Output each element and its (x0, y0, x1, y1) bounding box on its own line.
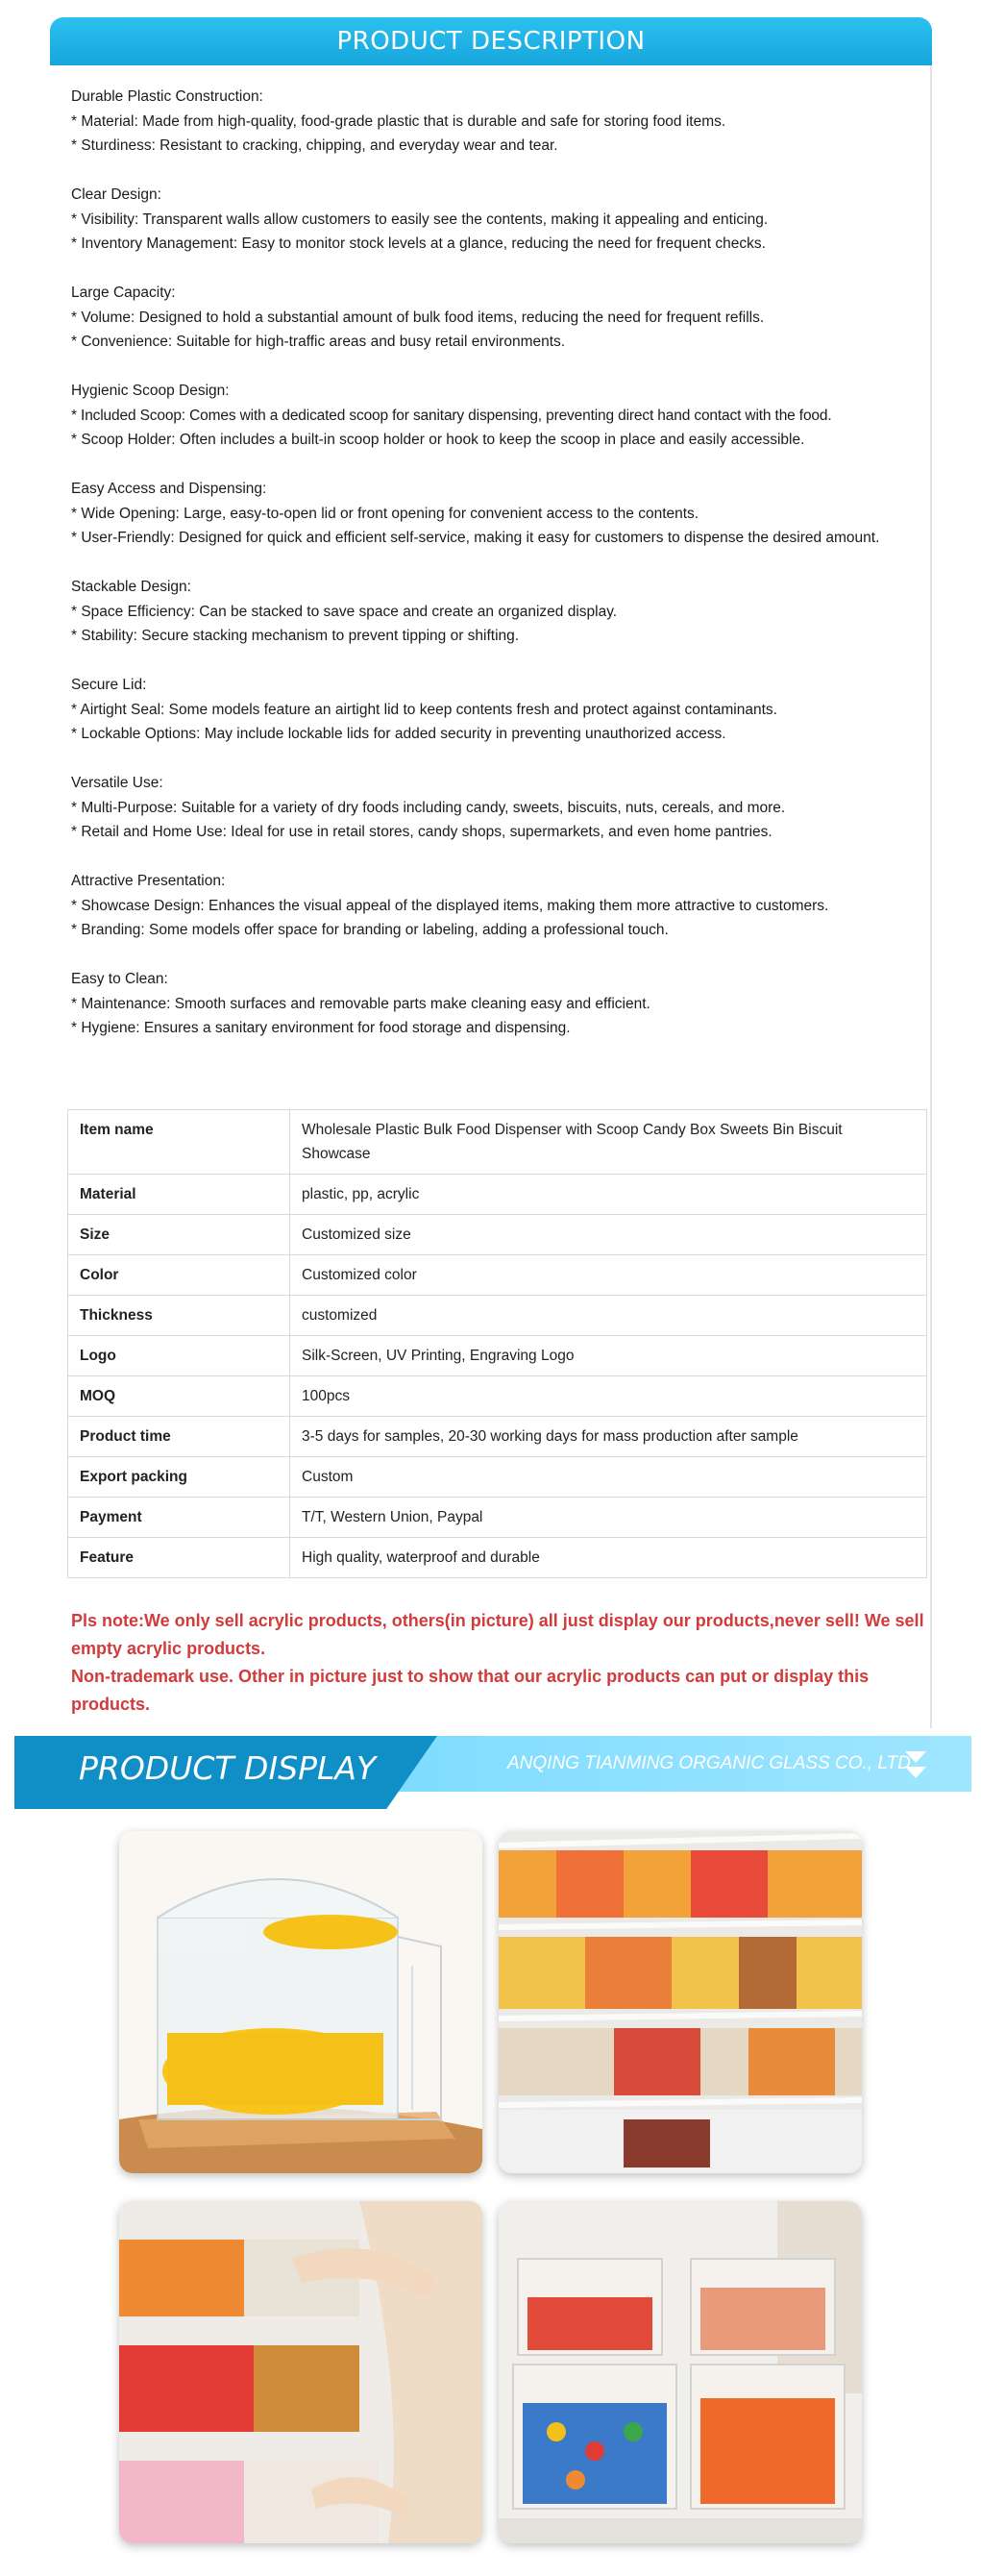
description-section (71, 379, 926, 453)
section-heading: Clear Design: (71, 186, 161, 203)
spec-key: Material (68, 1175, 290, 1215)
note-line: Non-trademark use. Other in picture just to show that our acrylic products can put or display this products. (71, 1667, 870, 1714)
spec-key: Logo (68, 1336, 290, 1376)
description-section (71, 575, 926, 649)
section-item: * Scoop Holder: Often includes a built-in scoop holder or hook to keep the scoop in place and easily accessible. (71, 432, 805, 448)
spec-key: Product time (68, 1417, 290, 1457)
spec-value: Wholesale Plastic Bulk Food Dispenser with Scoop Candy Box Sweets Bin Biscuit Showcase (290, 1110, 927, 1175)
spec-value: Customized color (290, 1255, 927, 1296)
description-section (71, 477, 926, 551)
spec-key: MOQ (68, 1376, 290, 1417)
spec-key: Size (68, 1215, 290, 1255)
table-row (68, 1215, 927, 1255)
section-item: * Lockable Options: May include lockable lids for added security in preventing unauthorized access. (71, 726, 726, 742)
section-heading: Stackable Design: (71, 579, 191, 595)
product-photo (119, 1831, 482, 2173)
section-item: * Inventory Management: Easy to monitor stock levels at a glance, reducing the need for frequent checks. (71, 235, 766, 252)
section-item: * Wide Opening: Large, easy-to-open lid or front opening for convenient access to the contents. (71, 505, 699, 522)
section-item: * Showcase Design: Enhances the visual appeal of the displayed items, making them more attractive to customers. (71, 897, 829, 914)
section-item: * Included Scoop: Comes with a dedicated scoop for sanitary dispensing, preventing direct hand contact with the food. (71, 407, 832, 424)
description-section (71, 183, 926, 257)
spec-key: Item name (68, 1110, 290, 1175)
description-section (71, 869, 926, 943)
section-item: * Volume: Designed to hold a substantial amount of bulk food items, reducing the need for frequent refills. (71, 309, 765, 326)
table-row (68, 1538, 927, 1578)
product-photo (119, 2201, 482, 2543)
spec-table (67, 1109, 927, 1578)
section-item: * Maintenance: Smooth surfaces and removable parts make cleaning easy and efficient. (71, 995, 650, 1012)
chevron-down-icon (905, 1767, 926, 1778)
description-body (71, 85, 926, 1065)
spec-value: High quality, waterproof and durable (290, 1538, 927, 1578)
description-section (71, 771, 926, 845)
section-heading: Durable Plastic Construction: (71, 88, 263, 105)
section-item: * Retail and Home Use: Ideal for use in retail stores, candy shops, supermarkets, and even home pantries. (71, 824, 773, 840)
section-heading: Easy to Clean: (71, 971, 168, 987)
table-row (68, 1110, 927, 1175)
chevron-down-icon (905, 1751, 926, 1763)
section-heading: Hygienic Scoop Design: (71, 383, 230, 399)
product-display-title: PRODUCT DISPLAY (79, 1749, 377, 1787)
table-row (68, 1336, 927, 1376)
section-item: * Airtight Seal: Some models feature an airtight lid to keep contents fresh and protect against contaminants. (71, 701, 777, 718)
section-item: * Multi-Purpose: Suitable for a variety of dry foods including candy, sweets, biscuits, nuts, cereals, and more. (71, 799, 786, 816)
spec-value: Silk-Screen, UV Printing, Engraving Logo (290, 1336, 927, 1376)
description-section (71, 673, 926, 747)
description-section (71, 281, 926, 355)
section-heading: Large Capacity: (71, 285, 176, 301)
spec-key: Export packing (68, 1457, 290, 1498)
product-description-banner: PRODUCT DESCRIPTION (50, 17, 932, 65)
section-item: * Visibility: Transparent walls allow customers to easily see the contents, making it appealing and enticing. (71, 211, 769, 228)
product-photo (499, 1831, 862, 2173)
section-heading: Attractive Presentation: (71, 873, 226, 889)
spec-value: Custom (290, 1457, 927, 1498)
description-section (71, 967, 926, 1041)
section-item: * Hygiene: Ensures a sanitary environment for food storage and dispensing. (71, 1020, 571, 1036)
section-heading: Versatile Use: (71, 775, 163, 791)
table-row (68, 1457, 927, 1498)
company-name: ANQING TIANMING ORGANIC GLASS CO., LTD. (507, 1753, 917, 1773)
spec-key: Feature (68, 1538, 290, 1578)
section-item: * Branding: Some models offer space for branding or labeling, adding a professional touch. (71, 922, 669, 938)
stacked-jars-image (499, 2201, 862, 2543)
table-row (68, 1498, 927, 1538)
spec-value: customized (290, 1296, 927, 1336)
spec-key: Color (68, 1255, 290, 1296)
table-row (68, 1376, 927, 1417)
section-item: * Sturdiness: Resistant to cracking, chipping, and everyday wear and tear. (71, 137, 558, 154)
description-section (71, 85, 926, 159)
spec-value: T/T, Western Union, Paypal (290, 1498, 927, 1538)
spec-value: 3-5 days for samples, 20-30 working days for mass production after sample (290, 1417, 927, 1457)
table-row (68, 1175, 927, 1215)
table-row (68, 1417, 927, 1457)
spec-value: 100pcs (290, 1376, 927, 1417)
section-heading: Secure Lid: (71, 677, 147, 693)
note-line: Pls note:We only sell acrylic products, others(in picture) all just display our products,never sell! We sell empty acrylic products. (71, 1611, 924, 1658)
spec-value: Customized size (290, 1215, 927, 1255)
section-item: * Space Efficiency: Can be stacked to save space and create an organized display. (71, 603, 618, 620)
section-heading: Easy Access and Dispensing: (71, 481, 267, 497)
scooping-image (119, 2201, 482, 2543)
spec-key: Payment (68, 1498, 290, 1538)
rows-dispensers-image (499, 1831, 862, 2173)
single-dispenser-image (119, 1831, 482, 2173)
spec-key: Thickness (68, 1296, 290, 1336)
disclaimer-note (71, 1607, 926, 1719)
section-item: * User-Friendly: Designed for quick and efficient self-service, making it easy for customers to dispense the desired amount. (71, 530, 880, 546)
section-item: * Stability: Secure stacking mechanism to prevent tipping or shifting. (71, 628, 520, 644)
spec-value: plastic, pp, acrylic (290, 1175, 927, 1215)
section-item: * Material: Made from high-quality, food-grade plastic that is durable and safe for storing food items. (71, 112, 726, 130)
product-photo (499, 2201, 862, 2543)
table-row (68, 1255, 927, 1296)
section-item: * Convenience: Suitable for high-traffic areas and busy retail environments. (71, 334, 566, 350)
table-row (68, 1296, 927, 1336)
